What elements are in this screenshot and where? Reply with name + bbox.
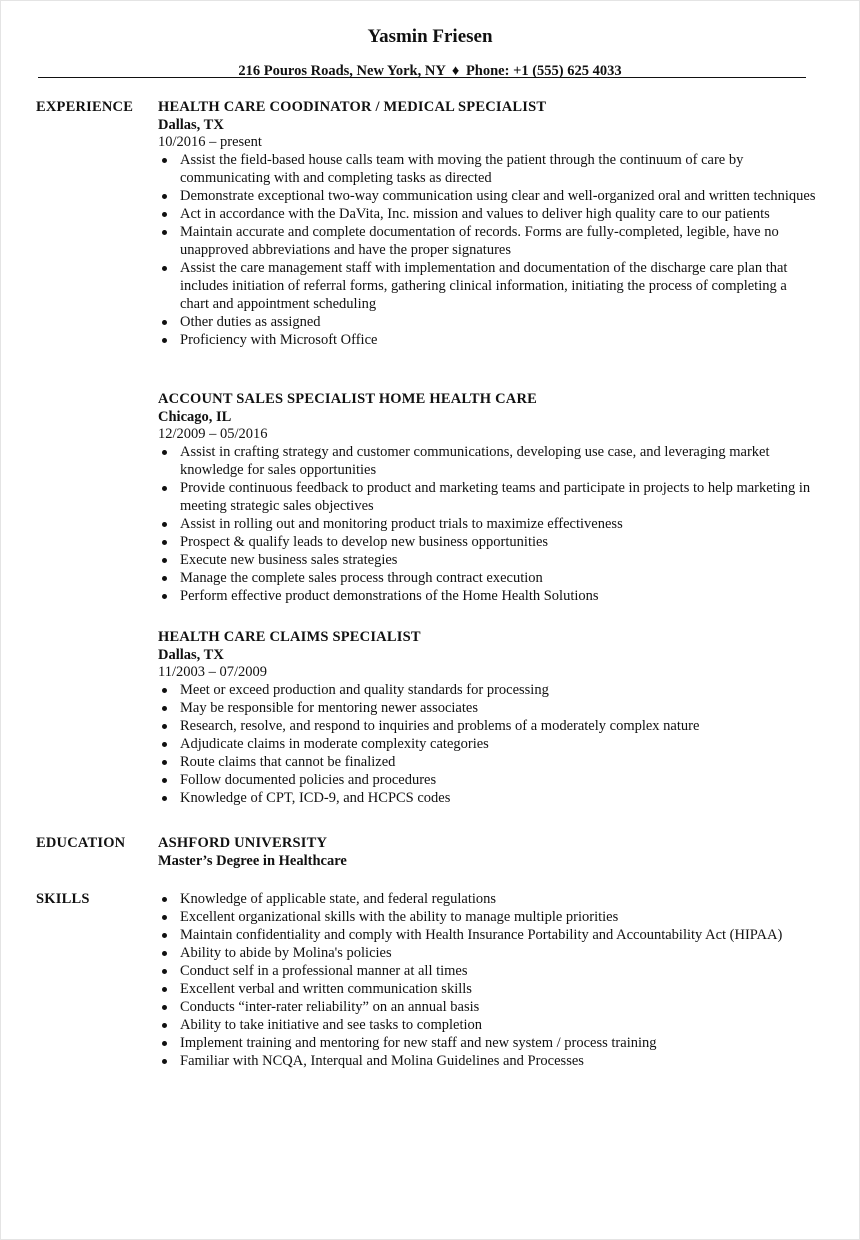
bullet-icon xyxy=(162,915,167,920)
list-item: Ability to abide by Molina's policies xyxy=(158,944,818,962)
list-item: Conduct self in a professional manner at all times xyxy=(158,962,818,980)
job-title: ACCOUNT SALES SPECIALIST HOME HEALTH CARE xyxy=(158,391,537,407)
list-item: Meet or exceed production and quality standards for processing xyxy=(158,681,818,699)
bullet-icon xyxy=(162,1059,167,1064)
list-item: Route claims that cannot be finalized xyxy=(158,753,818,771)
job-entry xyxy=(158,390,818,605)
list-item: Other duties as assigned xyxy=(158,313,818,331)
bullet-icon xyxy=(162,558,167,563)
job-title: HEALTH CARE COODINATOR / MEDICAL SPECIALIST xyxy=(158,99,547,115)
bullet-icon xyxy=(162,540,167,545)
school-name: ASHFORD UNIVERSITY xyxy=(158,835,328,851)
list-item: Assist in crafting strategy and customer communications, developing use case, and leveraging market knowledge for sales opportunities xyxy=(158,443,818,479)
list-item: May be responsible for mentoring newer associates xyxy=(158,699,818,717)
bullet-icon xyxy=(162,1005,167,1010)
experience-section xyxy=(36,98,816,818)
candidate-name: Yasmin Friesen xyxy=(367,26,493,47)
list-item: Execute new business sales strategies xyxy=(158,551,818,569)
job-dates: 12/2009 – 05/2016 xyxy=(158,426,268,442)
section-label-experience: EXPERIENCE xyxy=(36,99,134,115)
list-item: Maintain accurate and complete documentation of records. Forms are fully-completed, legible, have no unapproved abbreviations and have the proper signatures xyxy=(158,223,818,259)
job-dates: 10/2016 – present xyxy=(158,134,262,150)
bullet-icon xyxy=(162,212,167,217)
job-duties xyxy=(158,681,818,807)
skills-section xyxy=(36,890,816,1080)
bullet-icon xyxy=(162,796,167,801)
bullet-icon xyxy=(162,706,167,711)
header-divider xyxy=(38,77,806,78)
job-location: Dallas, TX xyxy=(158,647,224,663)
section-label-education: EDUCATION xyxy=(36,835,126,851)
job-entry xyxy=(158,98,818,349)
list-item: Conducts “inter-rater reliability” on an annual basis xyxy=(158,998,818,1016)
job-location: Chicago, IL xyxy=(158,409,232,425)
bullet-icon xyxy=(162,987,167,992)
list-item: Demonstrate exceptional two-way communication using clear and well-organized oral and written techniques xyxy=(158,187,818,205)
bullet-icon xyxy=(162,969,167,974)
phone: Phone: +1 (555) 625 4033 xyxy=(465,63,622,79)
list-item: Act in accordance with the DaVita, Inc. mission and values to deliver high quality care to our patients xyxy=(158,205,818,223)
bullet-icon xyxy=(162,742,167,747)
degree: Master’s Degree in Healthcare xyxy=(158,853,347,869)
list-item: Perform effective product demonstrations of the Home Health Solutions xyxy=(158,587,818,605)
list-item: Manage the complete sales process through contract execution xyxy=(158,569,818,587)
bullet-icon xyxy=(162,230,167,235)
bullet-icon xyxy=(162,320,167,325)
bullet-icon xyxy=(162,933,167,938)
job-dates: 11/2003 – 07/2009 xyxy=(158,664,268,680)
bullet-icon xyxy=(162,778,167,783)
bullet-icon xyxy=(162,522,167,527)
list-item: Proficiency with Microsoft Office xyxy=(158,331,818,349)
bullet-icon xyxy=(162,486,167,491)
bullet-icon xyxy=(162,724,167,729)
bullet-icon xyxy=(162,338,167,343)
address: 216 Pouros Roads, New York, NY xyxy=(238,63,446,79)
section-label-skills: SKILLS xyxy=(36,891,90,907)
bullet-icon xyxy=(162,760,167,765)
list-item: Implement training and mentoring for new staff and new system / process training xyxy=(158,1034,818,1052)
job-location: Dallas, TX xyxy=(158,117,224,133)
list-item: Maintain confidentiality and comply with Health Insurance Portability and Accountability Act (HIPAA) xyxy=(158,926,818,944)
bullet-icon xyxy=(162,266,167,271)
list-item: Familiar with NCQA, Interqual and Molina Guidelines and Processes xyxy=(158,1052,818,1070)
list-item: Follow documented policies and procedures xyxy=(158,771,818,789)
bullet-icon xyxy=(162,158,167,163)
list-item: Excellent verbal and written communication skills xyxy=(158,980,818,998)
diamond-separator-icon: ♦ xyxy=(451,63,460,79)
bullet-icon xyxy=(162,897,167,902)
list-item: Provide continuous feedback to product and marketing teams and participate in projects to help marketing in meeting strategic sales objectives xyxy=(158,479,818,515)
skills-list xyxy=(158,890,818,1070)
list-item: Assist in rolling out and monitoring product trials to maximize effectiveness xyxy=(158,515,818,533)
job-duties xyxy=(158,443,818,605)
bullet-icon xyxy=(162,1041,167,1046)
job-entry xyxy=(158,628,818,807)
list-item: Adjudicate claims in moderate complexity categories xyxy=(158,735,818,753)
list-item: Ability to take initiative and see tasks to completion xyxy=(158,1016,818,1034)
bullet-icon xyxy=(162,194,167,199)
job-title: HEALTH CARE CLAIMS SPECIALIST xyxy=(158,629,421,645)
education-section xyxy=(36,834,816,874)
bullet-icon xyxy=(162,594,167,599)
list-item: Assist the care management staff with implementation and documentation of the discharge care plan that includes initiation of referral forms, gathering clinical information, initiating the process of completing a chart and appointment scheduling xyxy=(158,259,818,313)
list-item: Research, resolve, and respond to inquiries and problems of a moderately complex nature xyxy=(158,717,818,735)
list-item: Excellent organizational skills with the ability to manage multiple priorities xyxy=(158,908,818,926)
bullet-icon xyxy=(162,450,167,455)
list-item: Knowledge of applicable state, and federal regulations xyxy=(158,890,818,908)
bullet-icon xyxy=(162,951,167,956)
job-duties xyxy=(158,151,818,349)
list-item: Knowledge of CPT, ICD-9, and HCPCS codes xyxy=(158,789,818,807)
resume-header xyxy=(0,26,860,80)
list-item: Prospect & qualify leads to develop new business opportunities xyxy=(158,533,818,551)
bullet-icon xyxy=(162,1023,167,1028)
list-item: Assist the field-based house calls team with moving the patient through the continuum of care by communicating with and completing tasks as directed xyxy=(158,151,818,187)
bullet-icon xyxy=(162,576,167,581)
bullet-icon xyxy=(162,688,167,693)
